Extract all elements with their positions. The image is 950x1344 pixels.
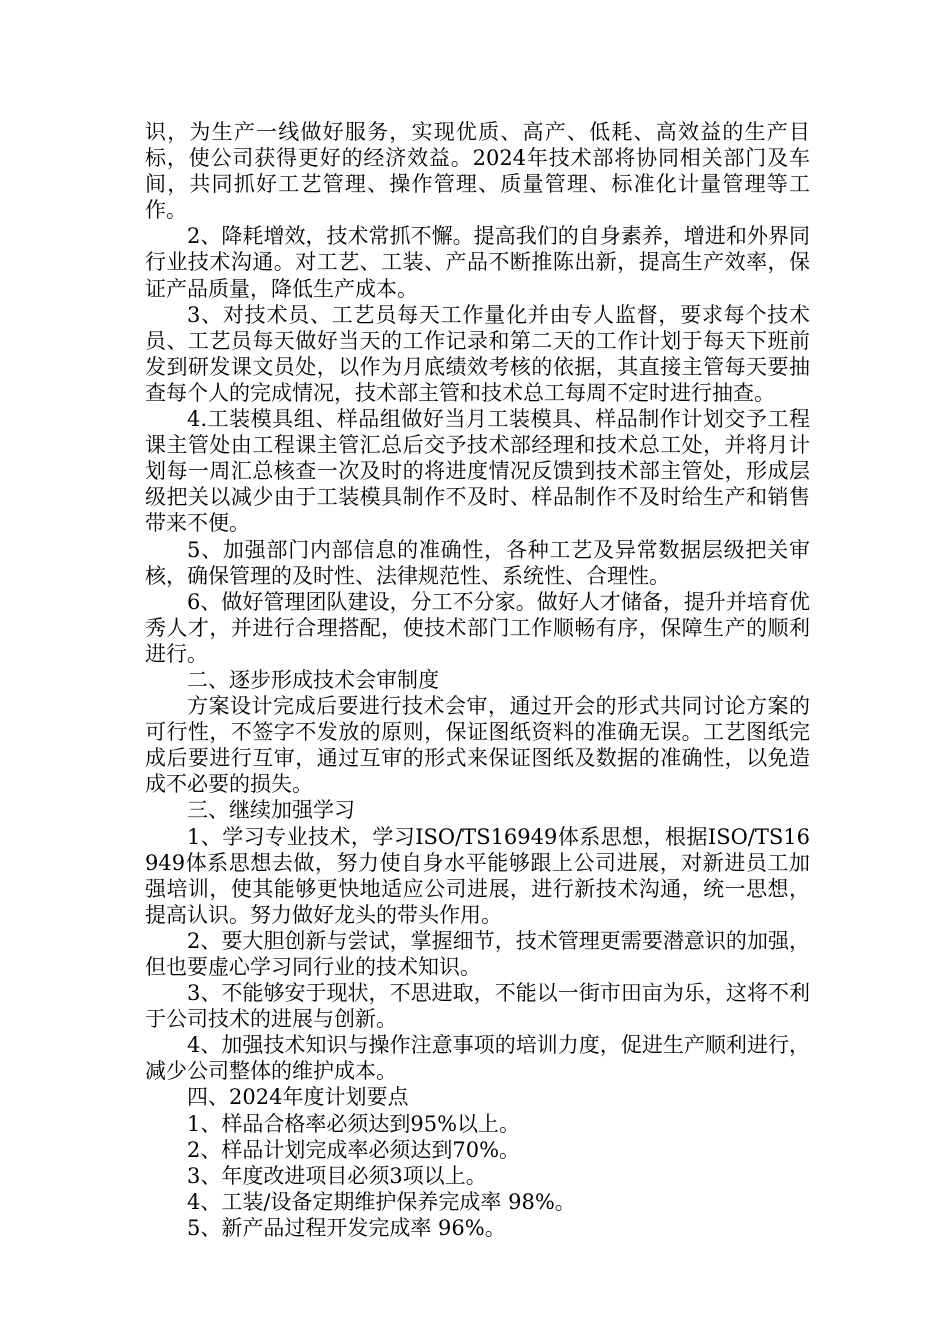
plan-item-maintenance-rate: 4、工装/设备定期维护保养完成率 98%。 — [187, 1189, 576, 1214]
section-heading-annual-plan: 四、2024年度计划要点 — [187, 1085, 409, 1110]
plan-item-improvement-projects: 3、年度改进项目必须3项以上。 — [187, 1163, 487, 1188]
paragraph-item-2-cost-reduction: 2、降耗增效，技术常抓不懈。提高我们的自身素养，增进和外界同行业技术沟通。对工艺、工装、产品不断推陈出新，提高生产效率，保证产品质量，降低生产成本。 — [145, 224, 810, 301]
section-heading-continued-learning: 三、继续加强学习 — [187, 798, 355, 823]
paragraph-intro-continuation: 识，为生产一线做好服务，实现优质、高产、低耗、高效益的生产目标，使公司获得更好的经济效益。2024年技术部将协同相关部门及车间，共同抓好工艺管理、操作管理、质量管理、标准化计量管理等工作。 — [145, 120, 810, 223]
paragraph-technical-review: 方案设计完成后要进行技术会审，通过开会的形式共同讨论方案的可行性，不签字不发放的原则，保证图纸资料的准确无误。工艺图纸完成后要进行互审，通过互审的形式来保证图纸及数据的准确性，以免造成不必要的损失。 — [145, 694, 810, 797]
paragraph-item-4-tooling-plan: 4.工装模具组、样品组做好当月工装模具、样品制作计划交予工程课主管处由工程课主管汇总后交予技术部经理和技术总工处，并将月计划每一周汇总核查一次及时的将进度情况反馈到技术部主管处，形成层级把关以减少由于工装模具制作不及时、样品制作不及时给生产和销售带来不便。 — [145, 407, 810, 536]
paragraph-item-5-information-accuracy: 5、加强部门内部信息的准确性，各种工艺及异常数据层级把关审核，确保管理的及时性、法律规范性、系统性、合理性。 — [145, 537, 810, 588]
paragraph-learning-item-2: 2、要大胆创新与尝试，掌握细节，技术管理更需要潜意识的加强，但也要虚心学习同行业的技术知识。 — [145, 928, 810, 979]
paragraph-item-3-workload-supervision: 3、对技术员、工艺员每天工作量化并由专人监督，要求每个技术员、工艺员每天做好当天的工作记录和第二天的工作计划于每天下班前发到研发课文员处，以作为月底绩效考核的依据，其直接主管每天要抽查每个人的完成情况，技术部主管和技术总工每周不定时进行抽查。 — [145, 302, 810, 405]
paragraph-learning-item-1: 1、学习专业技术，学习ISO/TS16949体系思想，根据ISO/TS16949体系思想去做，努力使自身水平能够跟上公司进展，对新进员工加强培训，使其能够更快地适应公司进展，进行新技术沟通，统一思想，提高认识。努力做好龙头的带头作用。 — [145, 824, 810, 927]
section-heading-technical-review: 二、逐步形成技术会审制度 — [187, 667, 439, 692]
plan-item-sample-pass-rate: 1、样品合格率必须达到95%以上。 — [187, 1111, 521, 1136]
paragraph-learning-item-4: 4、加强技术知识与操作注意事项的培训力度，促进生产顺利进行，减少公司整体的维护成本。 — [145, 1033, 810, 1084]
paragraph-item-6-team-building: 6、做好管理团队建设，分工不分家。做好人才储备，提升并培育优秀人才，并进行合理搭配，使技术部门工作顺畅有序，保障生产的顺利进行。 — [145, 589, 810, 666]
paragraph-learning-item-3: 3、不能够安于现状，不思进取，不能以一街市田亩为乐，这将不利于公司技术的进展与创新。 — [145, 981, 810, 1032]
plan-item-sample-plan-completion: 2、样品计划完成率必须达到70%。 — [187, 1137, 521, 1162]
document-body — [145, 119, 810, 1241]
plan-item-new-product-development: 5、新产品过程开发完成率 96%。 — [187, 1215, 506, 1240]
